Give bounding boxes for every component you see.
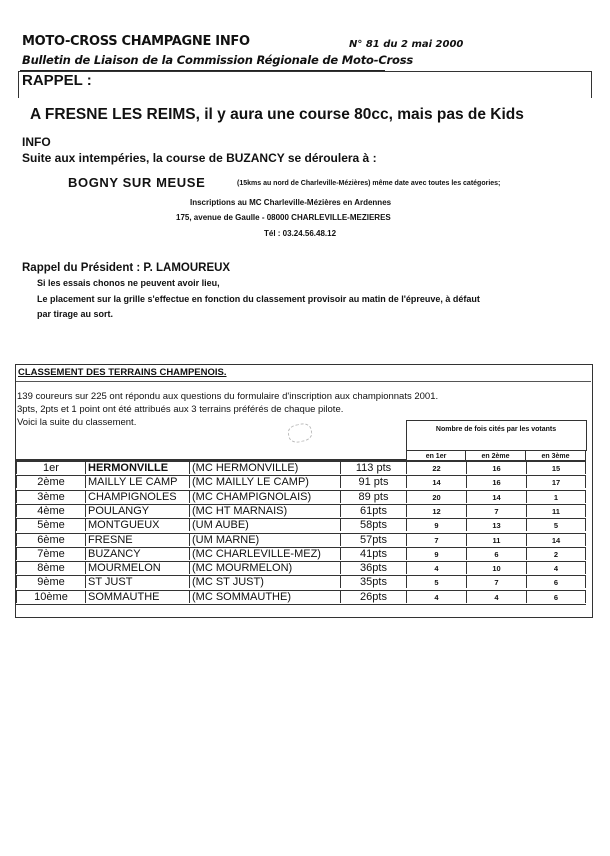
votes-second-cell: 16 bbox=[466, 461, 526, 474]
points-cell: 89 pts bbox=[340, 490, 406, 503]
rappel-frame bbox=[18, 71, 592, 98]
points-cell: 61pts bbox=[340, 504, 406, 517]
votes-third-cell: 17 bbox=[526, 475, 586, 488]
votes-second-cell: 11 bbox=[466, 533, 526, 546]
terrain-name-cell: BUZANCY bbox=[85, 547, 189, 560]
votes-third-cell: 2 bbox=[526, 547, 586, 560]
info-location: BOGNY SUR MEUSE bbox=[68, 175, 206, 190]
president-heading: Rappel du Président : P. LAMOUREUX bbox=[22, 262, 231, 274]
votes-third-cell: 11 bbox=[526, 504, 586, 517]
newsletter-title: MOTO-CROSS CHAMPAGNE INFO bbox=[22, 34, 250, 49]
terrain-name-cell: MAILLY LE CAMP bbox=[85, 475, 189, 488]
info-telephone: Tél : 03.24.56.48.12 bbox=[264, 229, 337, 238]
points-cell: 113 pts bbox=[340, 461, 406, 474]
rank-cell: 6ème bbox=[16, 533, 85, 546]
terrain-name-cell: CHAMPIGNOLES bbox=[85, 490, 189, 503]
club-cell: (MC CHARLEVILLE-MEZ) bbox=[189, 547, 340, 560]
issue-number: N° 81 du 2 mai 2000 bbox=[349, 39, 464, 50]
votes-first-cell: 4 bbox=[406, 590, 466, 603]
rank-cell: 1er bbox=[16, 461, 85, 474]
terrain-name-cell: MONTGUEUX bbox=[85, 518, 189, 531]
terrain-name-cell: MOURMELON bbox=[85, 561, 189, 574]
votes-first-cell: 22 bbox=[406, 461, 466, 474]
points-cell: 91 pts bbox=[340, 475, 406, 488]
points-cell: 57pts bbox=[340, 533, 406, 546]
club-cell: (MC MOURMELON) bbox=[189, 561, 340, 574]
votes-first-cell: 9 bbox=[406, 547, 466, 560]
votes-third-cell: 6 bbox=[526, 590, 586, 603]
points-cell: 35pts bbox=[340, 575, 406, 588]
votes-col-third: en 3ème bbox=[526, 450, 586, 461]
votes-first-cell: 9 bbox=[406, 518, 466, 531]
points-cell: 41pts bbox=[340, 547, 406, 560]
president-line-3: par tirage au sort. bbox=[37, 309, 114, 319]
club-cell: (UM MARNE) bbox=[189, 533, 340, 546]
votes-col-second: en 2ème bbox=[466, 450, 526, 461]
votes-second-cell: 13 bbox=[466, 518, 526, 531]
info-suite: Suite aux intempéries, la course de BUZANCY se déroulera à : bbox=[22, 151, 377, 165]
votes-first-cell: 4 bbox=[406, 561, 466, 574]
club-cell: (MC SOMMAUTHE) bbox=[189, 590, 340, 603]
votes-first-cell: 20 bbox=[406, 490, 466, 503]
newsletter-subtitle: Bulletin de Liaison de la Commission Régionale de Moto-Cross bbox=[22, 53, 414, 67]
votes-first-cell: 5 bbox=[406, 575, 466, 588]
rank-cell: 3ème bbox=[16, 490, 85, 503]
info-inscriptions: Inscriptions au MC Charleville-Mézières en Ardennes bbox=[190, 198, 392, 207]
classement-intro-line-3: Voici la suite du classement. bbox=[17, 417, 137, 428]
votes-third-cell: 14 bbox=[526, 533, 586, 546]
terrain-name-cell: ST JUST bbox=[85, 575, 189, 588]
votes-second-cell: 7 bbox=[466, 504, 526, 517]
club-cell: (UM AUBE) bbox=[189, 518, 340, 531]
votes-third-cell: 5 bbox=[526, 518, 586, 531]
rank-cell: 7ème bbox=[16, 547, 85, 560]
votes-first-cell: 7 bbox=[406, 533, 466, 546]
votes-second-cell: 10 bbox=[466, 561, 526, 574]
rank-cell: 5ème bbox=[16, 518, 85, 531]
rank-cell: 8ème bbox=[16, 561, 85, 574]
classement-intro-line-1: 139 coureurs sur 225 ont répondu aux questions du formulaire d'inscription aux championnats 2001. bbox=[17, 391, 439, 402]
club-cell: (MC HERMONVILLE) bbox=[189, 461, 340, 474]
club-cell: (MC ST JUST) bbox=[189, 575, 340, 588]
rank-cell: 9ème bbox=[16, 575, 85, 588]
votes-second-cell: 16 bbox=[466, 475, 526, 488]
points-cell: 26pts bbox=[340, 590, 406, 603]
votes-col-first: en 1er bbox=[406, 450, 466, 461]
terrain-name-cell: FRESNE bbox=[85, 533, 189, 546]
votes-third-cell: 6 bbox=[526, 575, 586, 588]
terrain-name-cell: HERMONVILLE bbox=[85, 461, 189, 474]
club-cell: (MC MAILLY LE CAMP) bbox=[189, 475, 340, 488]
votes-second-cell: 4 bbox=[466, 590, 526, 603]
club-cell: (MC HT MARNAIS) bbox=[189, 504, 340, 517]
info-location-note: (15kms au nord de Charleville-Mézières) même date avec toutes les catégories; bbox=[237, 180, 501, 187]
classement-title-divider bbox=[16, 381, 591, 382]
votes-third-cell: 15 bbox=[526, 461, 586, 474]
votes-second-cell: 14 bbox=[466, 490, 526, 503]
votes-second-cell: 7 bbox=[466, 575, 526, 588]
classement-intro-line-2: 3pts, 2pts et 1 point ont été attribués aux 3 terrains préférés de chaque pilote. bbox=[17, 404, 344, 415]
fresne-announcement: A FRESNE LES REIMS, il y aura une course 80cc, mais pas de Kids bbox=[30, 106, 524, 123]
classement-title: CLASSEMENT DES TERRAINS CHAMPENOIS. bbox=[18, 367, 227, 378]
points-cell: 36pts bbox=[340, 561, 406, 574]
points-cell: 58pts bbox=[340, 518, 406, 531]
votes-header-title: Nombre de fois cités par les votants bbox=[435, 426, 557, 433]
votes-first-cell: 14 bbox=[406, 475, 466, 488]
rank-cell: 2ème bbox=[16, 475, 85, 488]
votes-second-cell: 6 bbox=[466, 547, 526, 560]
votes-first-cell: 12 bbox=[406, 504, 466, 517]
info-heading: INFO bbox=[22, 135, 51, 149]
rank-cell: 10ème bbox=[16, 590, 85, 603]
votes-third-cell: 4 bbox=[526, 561, 586, 574]
table-bottom-rule bbox=[16, 604, 586, 605]
terrain-name-cell: SOMMAUTHE bbox=[85, 590, 189, 603]
terrain-name-cell: POULANGY bbox=[85, 504, 189, 517]
info-address: 175, avenue de Gaulle - 08000 CHARLEVILLE-MEZIERES bbox=[176, 213, 391, 222]
votes-third-cell: 1 bbox=[526, 490, 586, 503]
president-line-1: Si les essais chonos ne peuvent avoir lieu, bbox=[37, 278, 220, 288]
rank-cell: 4ème bbox=[16, 504, 85, 517]
rappel-heading: RAPPEL : bbox=[22, 72, 92, 89]
club-cell: (MC CHAMPIGNOLAIS) bbox=[189, 490, 340, 503]
president-line-2: Le placement sur la grille s'effectue en fonction du classement provisoir au matin de l'épreuve, à défaut bbox=[37, 294, 480, 304]
